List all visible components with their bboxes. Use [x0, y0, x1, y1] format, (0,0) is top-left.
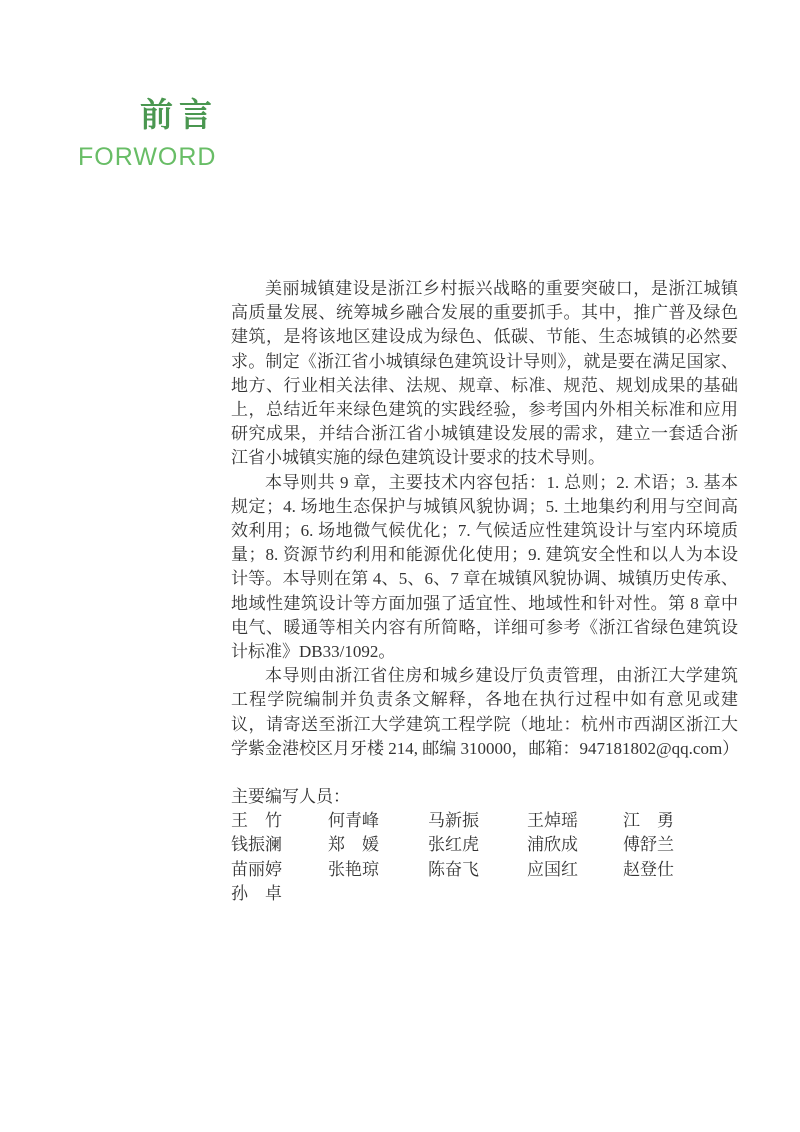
author-name: 郑 媛 [328, 835, 379, 855]
author-name: 应国红 [527, 859, 578, 879]
paragraph-chapter-overview: 本导则共 9 章，主要技术内容包括：1. 总则；2. 术语；3. 基本规定；4. 场地生态保护与城镇风貌协调；5. 土地集约利用与空间高效利用；6. 场地微气候优化；7. 气候适应性建筑设计与室内环境质量；8. 资源节约利用和能源优化使用；9. 建筑安全性和以人为本设计等。本导则在第 4、5、6、7 章在城镇风貌协调、城镇历史传承、地域性建筑设计等方面加强了适宜性、地域性和针对性。第 8 章中电气、暖通等相关内容有所简略，详细可参考《浙江省绿色建筑设计标准》DB33/1092。 [231, 472, 738, 662]
paragraph-management-contact: 本导则由浙江省住房和城乡建设厅负责管理，由浙江大学建筑工程学院编制并负责条文解释，各地在执行过程中如有意见或建议，请寄送至浙江大学建筑工程学院（地址：杭州市西湖区浙江大学紫金港校区月牙楼 214, 邮编 310000，邮箱：947181802@qq.com） [231, 666, 740, 758]
author-row-1 [231, 809, 738, 833]
author-row-3 [231, 858, 738, 882]
page-title-english: FORWORD [78, 143, 217, 171]
author-name: 苗丽婷 [231, 859, 282, 879]
author-name: 王焯瑶 [527, 811, 578, 831]
author-name: 王 竹 [231, 811, 282, 831]
author-name: 孙 卓 [231, 883, 282, 903]
author-name: 钱振澜 [231, 835, 282, 855]
author-name: 张艳琼 [328, 859, 379, 879]
author-name: 江 勇 [623, 811, 674, 831]
author-name: 张红虎 [428, 835, 479, 855]
author-row-4 [231, 882, 738, 906]
paragraph-introduction: 美丽城镇建设是浙江乡村振兴战略的重要突破口，是浙江城镇高质量发展、统筹城乡融合发展的重要抓手。其中，推广普及绿色建筑，是将该地区建设成为绿色、低碳、节能、生态城镇的必然要求。制定《浙江省小城镇绿色建筑设计导则》，就是要在满足国家、地方、行业相关法律、法规、规章、标准、规范、规划成果的基础上，总结近年来绿色建筑的实践经验，参考国内外相关标准和应用研究成果，并结合浙江省小城镇建设发展的需求，建立一套适合浙江省小城镇实施的绿色建筑设计要求的技术导则。 [231, 279, 738, 468]
author-name: 马新振 [428, 811, 479, 831]
authors-section [231, 785, 738, 906]
author-name: 何青峰 [328, 811, 379, 831]
page-title-chinese: 前言 [140, 96, 218, 133]
body-text [231, 277, 738, 906]
author-name: 陈奋飞 [428, 859, 479, 879]
author-row-2 [231, 833, 738, 857]
author-name: 傅舒兰 [623, 835, 674, 855]
author-name: 浦欣成 [527, 835, 578, 855]
author-name: 赵登仕 [623, 859, 674, 879]
authors-heading: 主要编写人员： [231, 787, 350, 807]
